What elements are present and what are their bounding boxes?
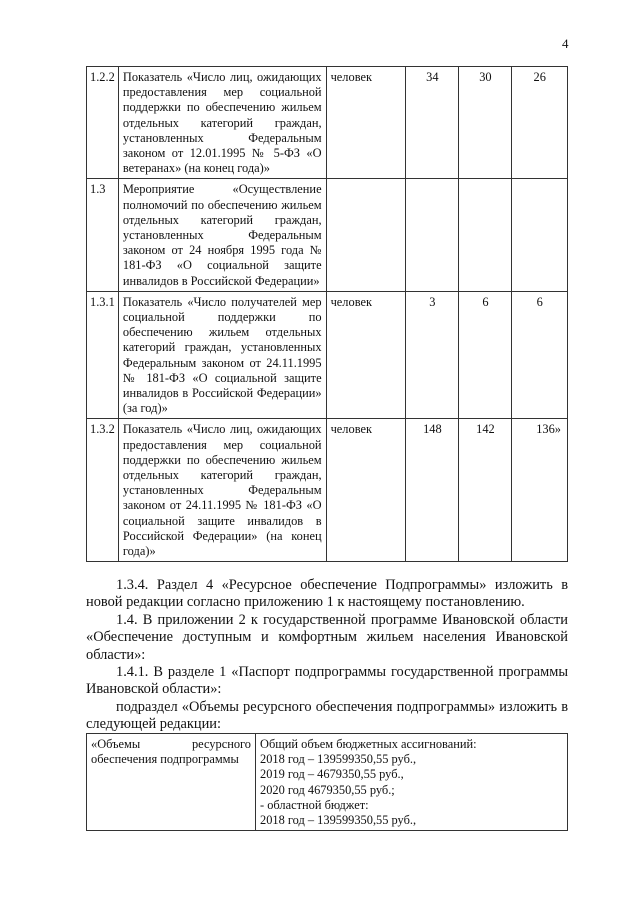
body-text <box>86 577 568 734</box>
row-description: Мероприятие «Осуществление полномочий по обеспечению жильем отдельных категорий граждан, установленных Федеральным законом от 24 ноября 1995 года № 181-ФЗ «О социальной защите инвалидов в Российской Федерации» <box>118 179 326 291</box>
value-2019 <box>459 179 512 291</box>
value-2019: 142 <box>459 419 512 562</box>
value-2019: 30 <box>459 67 512 179</box>
resource-line: 2019 год – 4679350,55 руб., <box>260 767 404 782</box>
indicators-table <box>86 66 568 562</box>
paragraph-subsection: подраздел «Объемы ресурсного обеспечения подпрограммы» изложить в следующей редакции: <box>86 698 568 733</box>
row-number: 1.3.1 <box>87 291 119 419</box>
row-unit: человек <box>326 67 406 179</box>
resource-line: Общий объем бюджетных ассигнований: <box>260 737 477 751</box>
resource-line: 2018 год – 139599350,55 руб., <box>260 752 417 767</box>
row-description: Показатель «Число получателей мер социальной поддержки по обеспечению жильем отдельных категорий граждан, установленных Федеральным законом от 24.11.1995 № 181-ФЗ «О социальной защите инвалидов в Российской Федерации» (за год)» <box>118 291 326 419</box>
table-row <box>87 291 568 419</box>
row-description: Показатель «Число лиц, ожидающих предоставления мер социальной поддержки по обеспечению жильем отдельных категорий граждан, установленных Федеральным законом от 12.01.1995 № 5-ФЗ «О ветеранах» (на конец года)» <box>118 67 326 179</box>
value-2018 <box>406 179 459 291</box>
row-description: Показатель «Число лиц, ожидающих предоставления мер социальной поддержки по обеспечению жильем отдельных категорий граждан, установленных Федеральным законом от 24.11.1995 № 181-ФЗ «О социальной защите инвалидов в Российской Федерации» (на конец года)» <box>118 419 326 562</box>
row-number: 1.2.2 <box>87 67 119 179</box>
value-2020: 136» <box>512 419 568 562</box>
value-2018: 34 <box>406 67 459 179</box>
row-number: 1.3.2 <box>87 419 119 562</box>
value-2019: 6 <box>459 291 512 419</box>
resource-values <box>256 734 568 831</box>
value-2020: 6 <box>512 291 568 419</box>
resource-label: «Объемы ресурсного обеспечения подпрограммы <box>87 734 256 831</box>
row-unit <box>326 179 406 291</box>
resource-table <box>86 733 568 831</box>
row-unit: человек <box>326 291 406 419</box>
table-row <box>87 419 568 562</box>
value-2018: 148 <box>406 419 459 562</box>
table-row <box>87 734 568 831</box>
resource-line: - областной бюджет: <box>260 797 369 812</box>
resource-line: 2018 год – 139599350,55 руб., <box>260 813 417 828</box>
value-2020: 26 <box>512 67 568 179</box>
row-unit: человек <box>326 419 406 562</box>
value-2018: 3 <box>406 291 459 419</box>
resource-line: 2020 год 4679350,55 руб.; <box>260 782 395 797</box>
value-2020 <box>512 179 568 291</box>
row-number: 1.3 <box>87 179 119 291</box>
table-row <box>87 179 568 291</box>
page-number: 4 <box>562 36 569 51</box>
paragraph-1-4: 1.4. В приложении 2 к государственной программе Ивановской области «Обеспечение доступным и комфортным жильем населения Ивановской области»: <box>86 611 568 663</box>
paragraph-1-4-1: 1.4.1. В разделе 1 «Паспорт подпрограммы государственной программы Ивановской области»: <box>86 664 568 698</box>
table-row <box>87 67 568 179</box>
paragraph-1-3-4: 1.3.4. Раздел 4 «Ресурсное обеспечение Подпрограммы» изложить в новой редакции согласно приложению 1 к настоящему постановлению. <box>86 577 568 611</box>
